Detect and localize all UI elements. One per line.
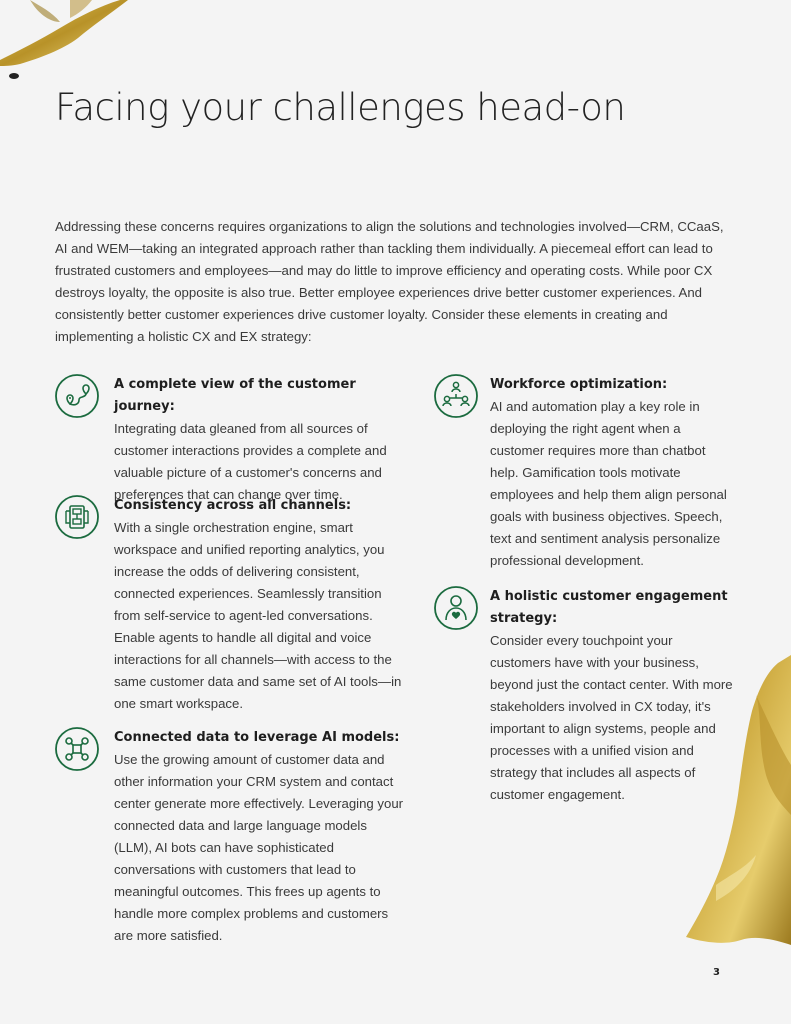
feature-body: Consider every touchpoint your customers have with your business, beyond just the contact center. With more stakeholders involved in CX today, it's important to align systems, people and processes with a unified vision and strategy that includes all aspects of customer engagement. xyxy=(490,633,733,802)
intro-paragraph: Addressing these concerns requires organizations to align the solutions and technologies involved—CRM, CCaaS, AI and WEM—taking an integrated approach rather than tackling them individually. A piecemeal effort can lead to frustrated customers and employees—and may do little to improve efficiency and operating costs. While poor CX destroys loyalty, the opposite is also true. Better employee experiences drive better customer experiences. And consistently better customer experiences drive customer loyalty. Consider these elements in creating and implementing a holistic CX and EX strategy: xyxy=(55,219,724,344)
feature-body: AI and automation play a key role in deploying the right agent when a customer requires more than chatbot help. Gamification tools motivate employees and help them align personal goals with business objectives. Speech, text and sentiment analysis personalize professional development. xyxy=(490,399,727,568)
page-number: 3 xyxy=(713,967,720,978)
feature-body: Integrating data gleaned from all sources of customer interactions provides a complete and valuable picture of a customer's concerns and preferences that can change over time. xyxy=(114,421,387,502)
feature-heading: Consistency across all channels: xyxy=(114,498,352,513)
feature-heading: A holistic customer engagement strategy: xyxy=(490,589,728,626)
feature-body: With a single orchestration engine, smart workspace and unified reporting analytics, you increase the odds of delivering consistent, connected experiences. Seamlessly transition from self-service to agent-led conversations. Enable agents to handle all digital and voice interactions for all channels—with access to the same customer data and same set of AI tools—in one smart workspace. xyxy=(114,520,402,711)
page-title: Facing your challenges head-on xyxy=(55,86,626,129)
workforce-icon xyxy=(434,374,478,418)
gold-leaf-decoration-top xyxy=(0,0,140,90)
journey-map-icon xyxy=(55,374,99,418)
feature-body: Use the growing amount of customer data and other information your CRM system and contact center generate more effectively. Leveraging your connected data and large language models (LLM), AI bots can have sophisticated conversations with customers that lead to meaningful outcomes. This frees up agents to handle more complex problems and customers are more satisfied. xyxy=(114,752,404,943)
customer-heart-icon xyxy=(434,586,478,630)
connected-data-icon xyxy=(55,727,99,771)
feature-heading: Connected data to leverage AI models: xyxy=(114,730,400,745)
feature-heading: Workforce optimization: xyxy=(490,377,668,392)
orchestration-icon xyxy=(55,495,99,539)
feature-heading: A complete view of the customer journey: xyxy=(114,377,356,414)
